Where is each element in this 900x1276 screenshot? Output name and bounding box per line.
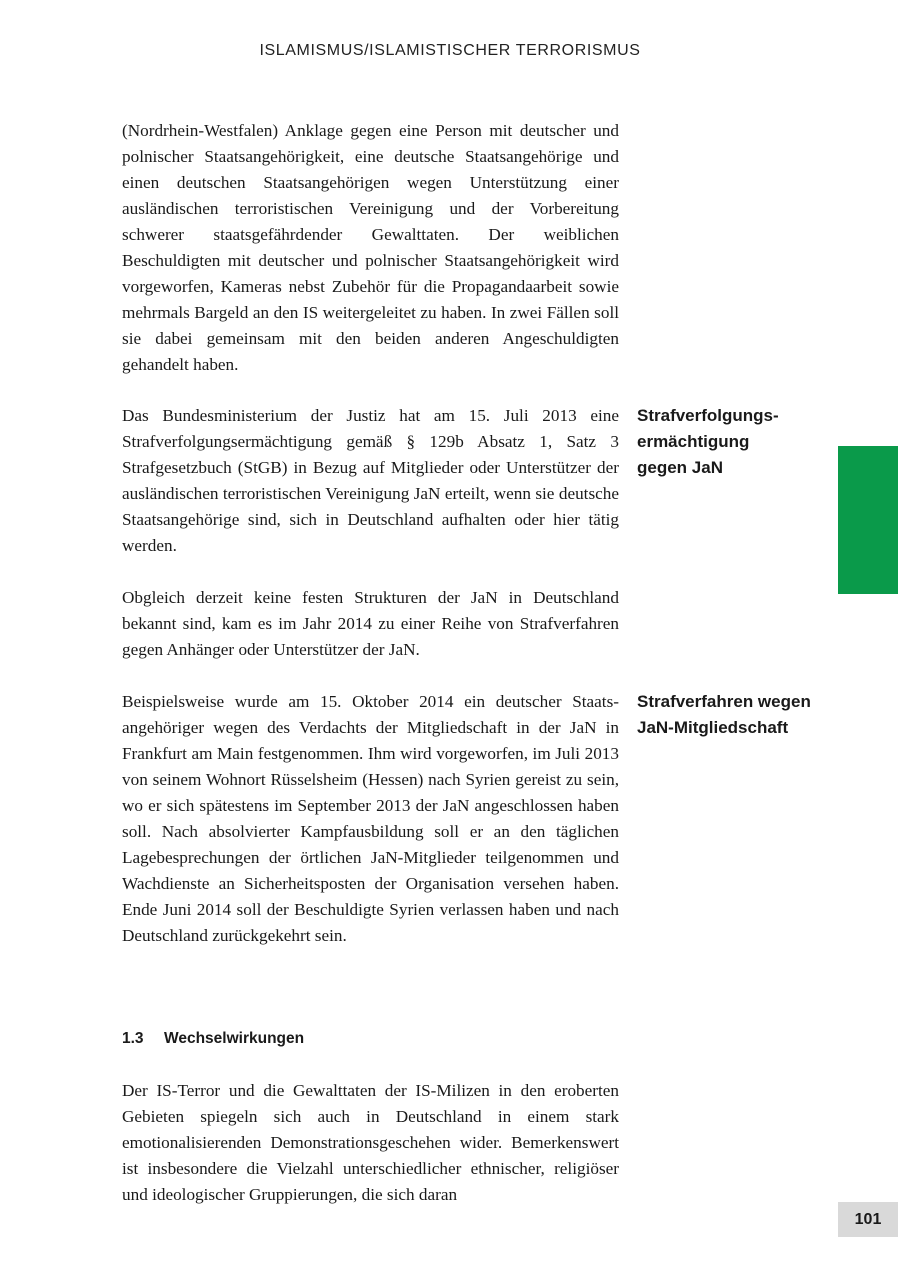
paragraph-indictment: (Nordrhein-Westfalen) Anklage gegen eine Person mit deutscher und polnischer Staatsangehörigkeit, eine deutsche Staatsangehörige und einen deutschen Staatsangehörigen wegen Unterstützung einer ausländischen terroristischen Vereinigung und der Vorbereitung schwerer staatsgefährdender Gewalttaten. Der weiblichen Beschuldigten mit deutscher und polnischer Staatsangehörigkeit wird vorgeworfen, Kameras nebst Zubehör für die Propagandaarbeit sowie mehrmals Bargeld an den IS weitergeleitet zu haben. In zwei Fällen soll sie dabei gemeinsam mit den beiden anderen Angeschuldigten gehandelt haben. [122, 121, 619, 374]
margin-note-membership-proceedings: Strafverfahren wegen JaN-Mitgliedschaft [637, 692, 811, 737]
paragraph-interactions: Der IS-Terror und die Gewalttaten der IS-Milizen in den eroberten Gebieten spiegeln sich auch in Deutschland in einem stark emotionalisierenden Demonstrationsgeschehen wider. Bemerkenswert ist insbesondere die Vielzahl unterschiedlicher ethnischer, religiöser und ideologischer Gruppierungen, die sich daran [122, 1081, 619, 1204]
paragraph-example-arrest: Beispielsweise wurde am 15. Oktober 2014 ein deutscher Staatsangehöriger wegen des Verdachts der Mitgliedschaft in der JaN in Frankfurt am Main festgenommen. Ihm wird vorgeworfen, im Juli 2013 von seinem Wohnort Rüsselsheim (Hessen) nach Syrien gereist zu sein, wo er sich spätestens im September 2013 der JaN angeschlossen haben soll. Nach absolvierter Kampfausbildung soll er an den täglichen Lagebesprechungen der örtlichen JaN-Mitglieder teilgenommen und Wachdienste an Sicherheitsposten der Organisation versehen haben. Ende Juni 2014 soll der Beschuldigte Syrien verlassen haben und nach Deutschland zurückgekehrt sein. [122, 692, 619, 945]
page-number: 101 [838, 1202, 898, 1237]
paragraph-jan-proceedings: Obgleich derzeit keine festen Strukturen der JaN in Deutschland bekannt sind, kam es im Jahr 2014 zu einer Reihe von Strafverfahren gegen Anhänger oder Unterstützer der JaN. [122, 588, 619, 659]
margin-note-prosecution-authorization: Strafverfolgungs- ermächtigung gegen JaN [637, 406, 779, 477]
running-header: ISLAMISMUS/ISLAMISTISCHER TERRORISMUS [259, 42, 641, 59]
chapter-tab-marker [838, 446, 898, 594]
section-title: Wechselwirkungen [164, 1030, 305, 1047]
paragraph-prosecution-authorization: Das Bundesministerium der Justiz hat am 15. Juli 2013 eine Strafverfolgungsermächtigung gemäß § 129b Absatz 1, Satz 3 Strafgesetzbuch (StGB) in Bezug auf Mitglieder oder Unterstützer der ausländischen terroristischen Vereinigung JaN erteilt, wenn sie deutsche Staatsangehörige sind, sich in Deutschland aufhalten oder hier tätig werden. [122, 406, 619, 555]
section-heading [122, 1028, 304, 1050]
section-number: 1.3 [122, 1030, 144, 1047]
